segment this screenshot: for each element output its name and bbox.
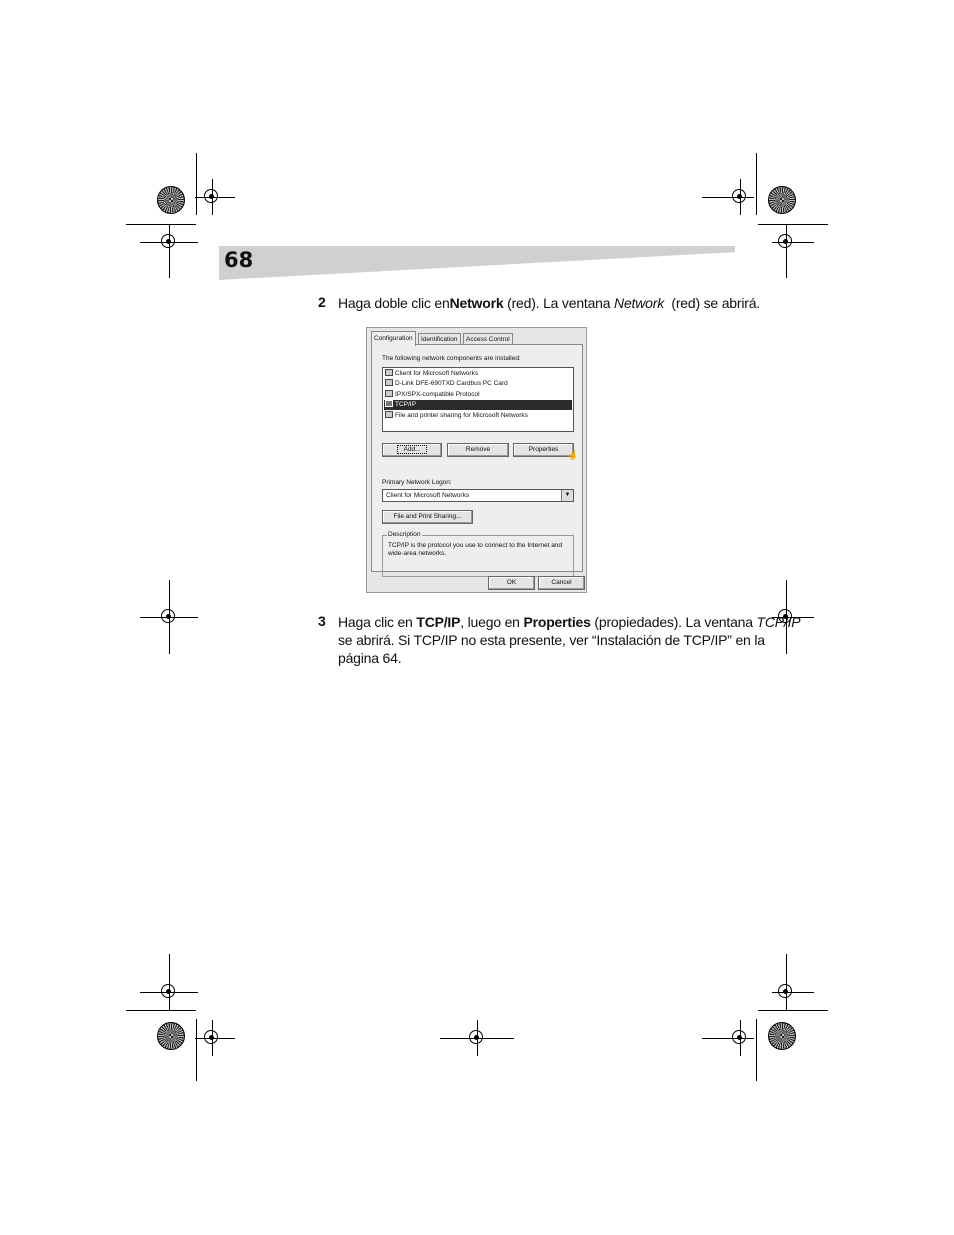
cancel-button[interactable]: Cancel xyxy=(538,576,585,590)
add-button-label: Add... xyxy=(397,445,428,454)
ok-button[interactable]: OK xyxy=(488,576,535,590)
file-print-sharing-button[interactable]: File and Print Sharing... xyxy=(382,510,473,524)
color-bar-icon xyxy=(768,1022,796,1050)
step-number: 2 xyxy=(318,294,326,310)
page-number: 68 xyxy=(224,248,254,272)
step-text-bold: TCP/IP xyxy=(416,614,461,630)
cursor-icon: ☝ xyxy=(567,450,579,460)
logon-select-value: Client for Microsoft Networks xyxy=(386,492,470,499)
chevron-down-icon[interactable]: ▼ xyxy=(561,490,573,501)
step-text-bold: Network xyxy=(449,295,504,311)
crop-mark xyxy=(758,224,828,225)
list-item[interactable] xyxy=(384,411,572,421)
list-item[interactable] xyxy=(384,369,572,379)
step-text-span: (red). La ventana xyxy=(503,295,615,311)
color-bar-icon xyxy=(157,186,185,214)
properties-button[interactable]: Properties xyxy=(513,443,574,457)
description-group xyxy=(382,531,574,577)
step-number: 3 xyxy=(318,613,326,629)
list-item-label: Client for Microsoft Networks xyxy=(395,370,479,377)
remove-button[interactable]: Remove xyxy=(447,443,509,457)
step-3-line-3: página 64. xyxy=(338,650,402,666)
configuration-panel xyxy=(371,344,583,572)
list-item-label: File and printer sharing for Microsoft Networks xyxy=(395,412,528,419)
step-text-span: (red) se abrirá. xyxy=(664,295,760,311)
step-text-span: , luego en xyxy=(460,614,524,630)
step-text-span: Haga doble clic en xyxy=(338,295,450,311)
header-band xyxy=(219,246,735,280)
network-dialog xyxy=(366,327,587,593)
description-text: TCP/IP is the protocol you use to connect to the Internet and wide-area networks. xyxy=(388,542,563,557)
tab-identification[interactable]: Identification xyxy=(418,333,461,345)
list-item[interactable] xyxy=(384,379,572,389)
crop-mark xyxy=(126,1010,196,1011)
add-button[interactable] xyxy=(382,443,442,457)
step-3-line-2: se abrirá. Si TCP/IP no esta presente, ver “Instalación de TCP/IP” en la xyxy=(338,632,765,648)
protocol-icon xyxy=(385,390,393,397)
crop-mark xyxy=(758,1010,828,1011)
step-text-span: (propiedades). La ventana xyxy=(590,614,757,630)
step-text-italic: TCP/IP xyxy=(756,614,801,630)
step-3-text xyxy=(338,613,801,667)
tab-configuration[interactable]: Configuration xyxy=(371,331,416,346)
logon-select[interactable] xyxy=(382,489,574,502)
list-item[interactable] xyxy=(384,390,572,400)
color-bar-icon xyxy=(768,186,796,214)
crop-mark xyxy=(196,153,197,215)
crop-mark xyxy=(196,1019,197,1081)
network-card-icon xyxy=(385,379,393,386)
logon-label: Primary Network Logon: xyxy=(382,479,452,486)
step-text-span: Haga clic en xyxy=(338,614,417,630)
list-item-label: IPX/SPX-compatible Protocol xyxy=(395,391,480,398)
protocol-icon xyxy=(385,400,393,407)
sharing-icon xyxy=(385,411,393,418)
step-3-line-1 xyxy=(338,613,801,631)
description-legend: Description xyxy=(388,531,421,538)
step-text-italic: Network xyxy=(614,295,664,311)
crop-mark xyxy=(756,1019,757,1081)
components-label: The following network components are installed: xyxy=(382,355,521,362)
list-item-label: TCP/IP xyxy=(395,401,416,408)
components-list[interactable] xyxy=(382,367,574,432)
list-item-selected[interactable] xyxy=(384,400,572,410)
list-item-label: D-Link DFE-690TXD Cardbus PC Card xyxy=(395,380,508,387)
crop-mark xyxy=(126,224,196,225)
crop-mark xyxy=(756,153,757,215)
step-text-bold: Properties xyxy=(523,614,591,630)
color-bar-icon xyxy=(157,1022,185,1050)
step-2-text xyxy=(338,294,760,312)
tab-access-control[interactable]: Access Control xyxy=(463,333,513,345)
client-icon xyxy=(385,369,393,376)
